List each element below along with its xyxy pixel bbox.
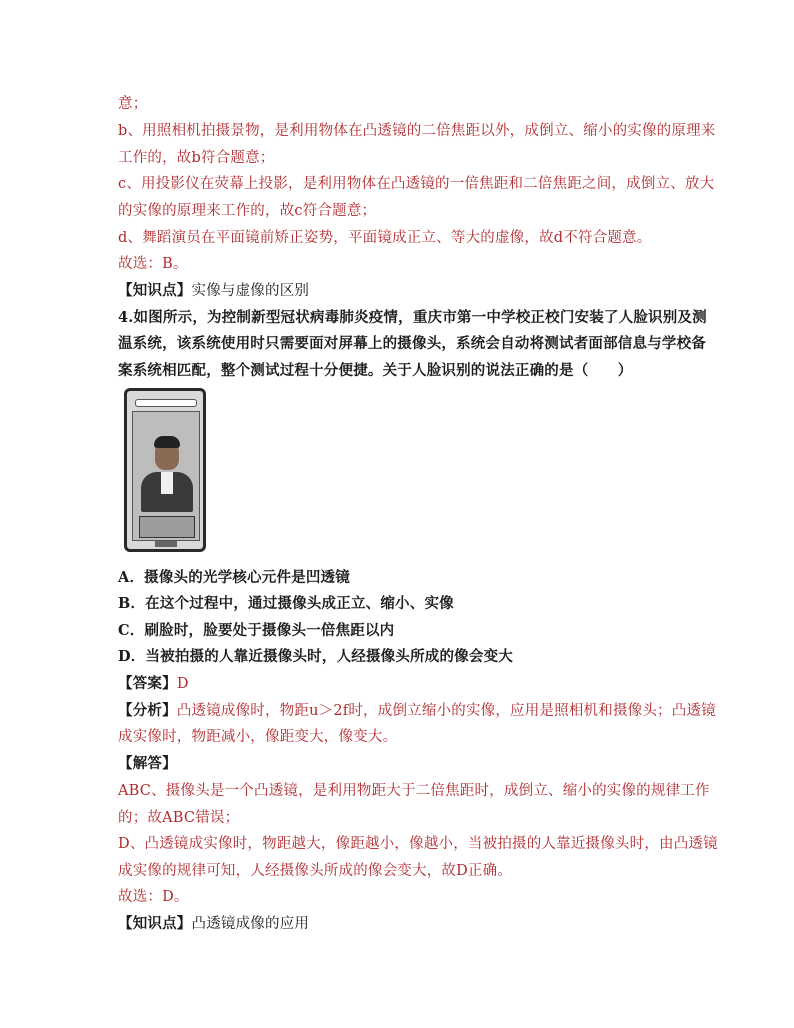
text-line: c、用投影仪在荧幕上投影，是利用物体在凸透镜的一倍焦距和二倍焦距之间，成倒立、放大 [118,176,715,192]
option-b: B．在这个过程中，通过摄像头成正立、缩小、实像 [118,595,454,612]
text-line: 的实像的原理来工作的，故c符合题意； [118,203,377,219]
device-info-panel [139,516,195,538]
question-line: 4.如图所示，为控制新型冠状病毒肺炎疫情，重庆市第一中学校正校门安装了人脸识别及测 [118,309,707,326]
analysis-tag: 【分析】 [118,702,177,719]
knowledge-point-2 [118,914,309,934]
option-c: C．刷脸时，脸要处于摄像头一倍焦距以内 [118,622,395,639]
solution-line: 故选：D。 [118,889,189,905]
solution-line: 的；故ABC错误； [118,810,240,826]
solution-line: ABC、摄像头是一个凸透镜，是利用物距大于二倍焦距时，成倒立、缩小的实像的规律工作 [118,783,710,799]
answer-line [118,674,189,694]
solution-line: 成实像的规律可知，人经摄像头所成的像会变大，故D正确。 [118,863,513,879]
solution-tag: 【解答】 [118,755,177,772]
text-line: 故选：B。 [118,256,188,272]
device-logo [155,541,177,547]
analysis-line: 成实像时，物距减小，像距变大，像变大。 [118,729,398,745]
solution-line: D、凸透镜成实像时，物距越大，像距越小，像越小，当被拍摄的人靠近摄像头时，由凸透镜 [118,836,718,852]
answer-tag: 【答案】 [118,675,177,692]
answer-value: D [176,676,189,692]
knowledge-point-text: 凸透镜成像的应用 [191,916,310,932]
analysis-text: 凸透镜成像时，物距u＞2f时，成倒立缩小的实像，应用是照相机和摄像头；凸透镜 [176,703,716,719]
text-line: 意； [118,96,148,112]
device-screen [132,411,200,541]
knowledge-point-text: 实像与虚像的区别 [191,283,310,299]
text-line: d、舞蹈演员在平面镜前矫正姿势，平面镜成正立、等大的虚像，故d不符合题意。 [118,230,652,246]
option-a: A．摄像头的光学核心元件是凹透镜 [118,569,350,586]
face-recognition-device-image [124,388,206,552]
knowledge-point-1 [118,281,309,301]
device-top-bar [135,399,197,407]
knowledge-point-tag: 【知识点】 [118,915,192,932]
text-line: b、用照相机拍摄景物，是利用物体在凸透镜的二倍焦距以外，成倒立、缩小的实像的原理来 [118,123,716,139]
question-line: 温系统，该系统使用时只需要面对屏幕上的摄像头，系统会自动将测试者面部信息与学校备 [118,335,706,352]
analysis-line [118,701,716,721]
person-shirt [161,472,173,494]
person-hair [154,436,180,448]
question-line: 案系统相匹配，整个测试过程十分便捷。关于人脸识别的说法正确的是（ ） [118,362,633,379]
option-d: D．当被拍摄的人靠近摄像头时，人经摄像头所成的像会变大 [118,648,513,665]
knowledge-point-tag: 【知识点】 [118,282,192,299]
text-line: 工作的，故b符合题意； [118,150,275,166]
